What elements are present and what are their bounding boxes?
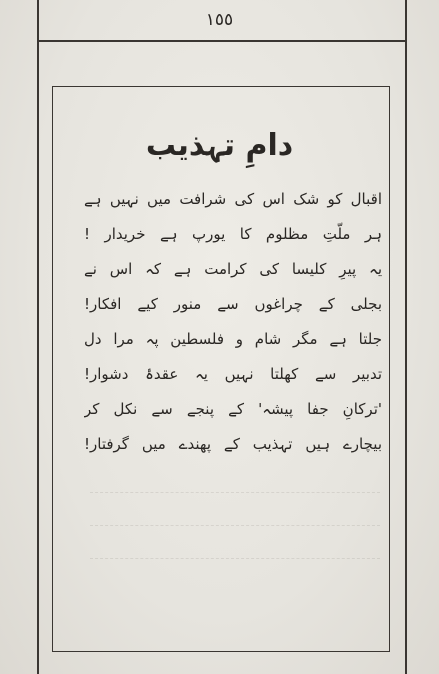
poem-body <box>84 182 382 462</box>
verse-line: بیچارے ہیں تہذیب کے پھندے میں گرفتار! <box>84 435 382 453</box>
right-margin-rule <box>405 0 407 674</box>
verse-line: 'ترکانِ جفا پیشہ' کے پنجے سے نکل کر <box>84 400 382 418</box>
verse-line: تدبیر سے کھلتا نہیں یہ عقدۂ دشوار! <box>84 365 382 383</box>
verse-line: یہ پیرِ کلیسا کی کرامت ہے کہ اس نے <box>84 260 382 278</box>
verse-line: بجلی کے چراغوں سے منور کیے افکار! <box>84 295 382 313</box>
verse-line: اقبال کو شک اس کی شرافت میں نہیں ہے <box>84 190 382 208</box>
verse-line: ہر ملّتِ مظلوم کا یورپ ہے خریدار ! <box>84 225 382 243</box>
verse-line: جلتا ہے مگر شام و فلسطین پہ مرا دل <box>84 330 382 348</box>
poem-title: دامِ تہذیب <box>145 128 294 163</box>
page-number: ١٥٥ <box>205 10 234 30</box>
left-margin-rule <box>37 0 39 674</box>
top-margin-rule <box>37 40 407 42</box>
